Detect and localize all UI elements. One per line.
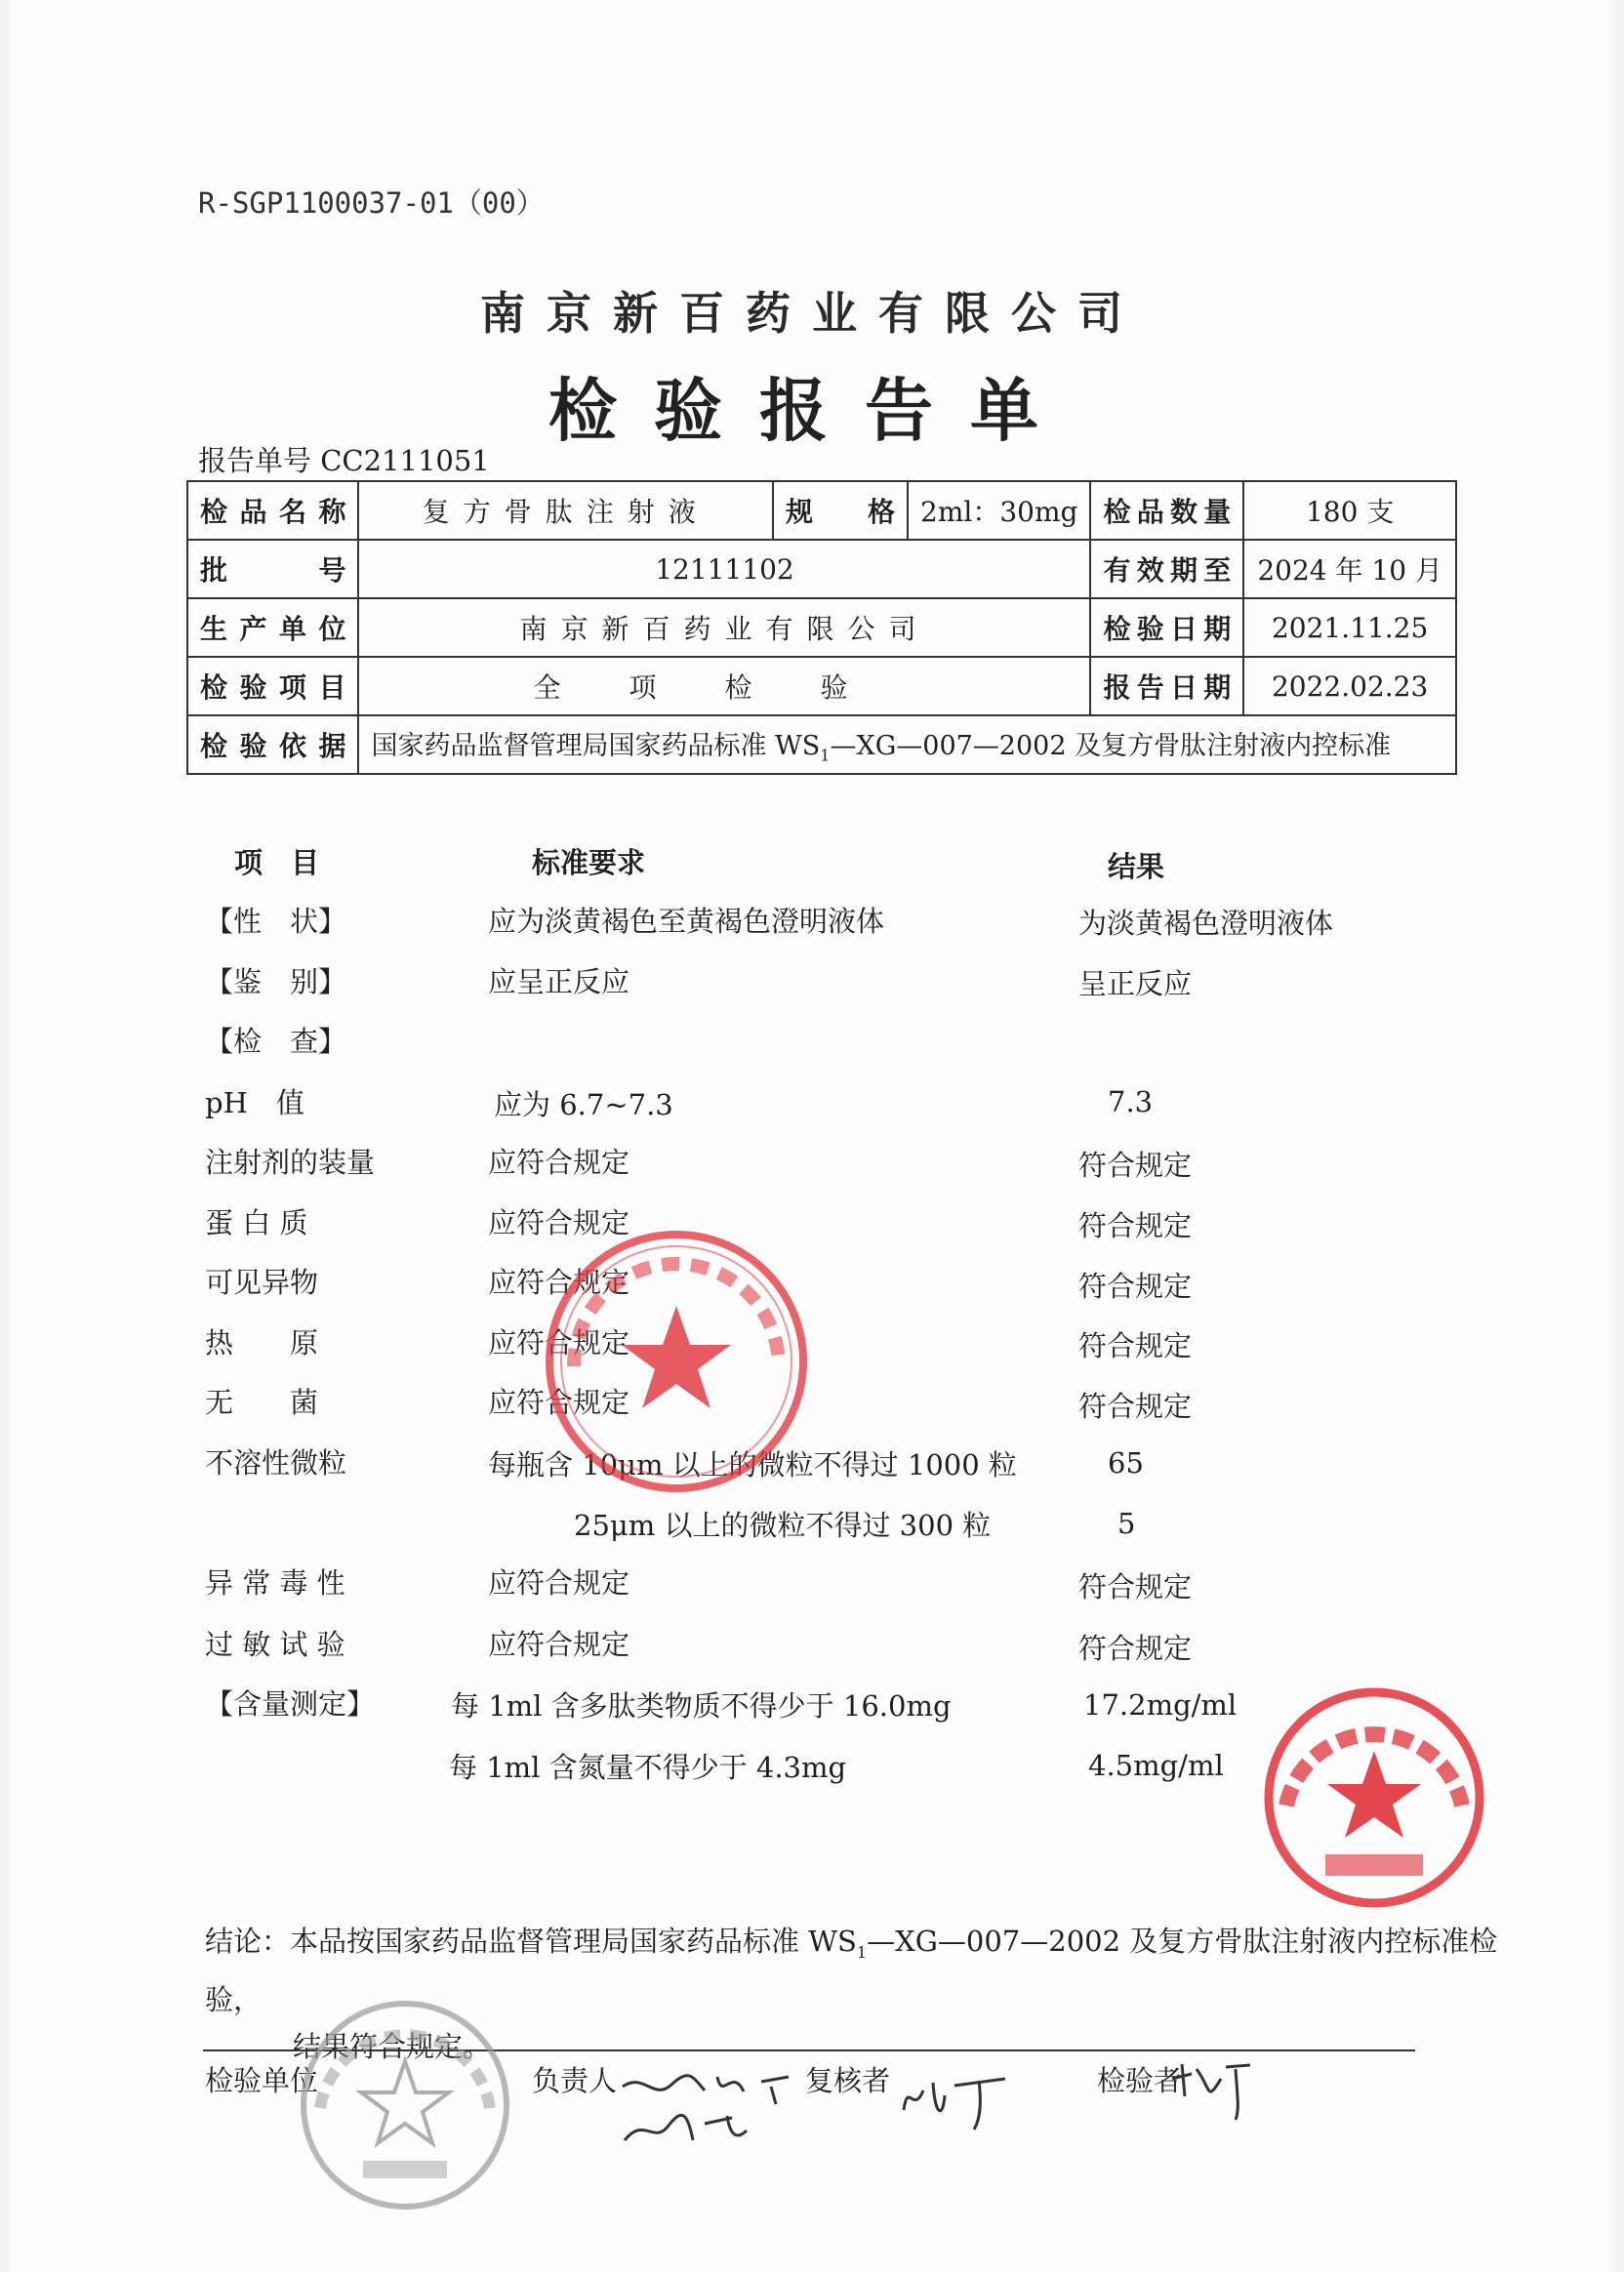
row-result: 17.2mg/ml bbox=[1083, 1688, 1238, 1722]
row-standard: 应符合规定 bbox=[488, 1326, 630, 1359]
center-seal-stamp bbox=[535, 1220, 818, 1503]
test-item-value: 全项检验 bbox=[358, 657, 1090, 715]
report-title: 检验报告单 bbox=[548, 370, 1076, 451]
row-standard: 25μm 以上的微粒不得过 300 粒 bbox=[574, 1509, 992, 1542]
row-standard: 应符合规定 bbox=[488, 1146, 630, 1179]
test-date-value: 2021.11.25 bbox=[1243, 598, 1456, 657]
row-item: pH 值 bbox=[205, 1086, 304, 1119]
report-date-label: 报告日期 bbox=[1090, 657, 1243, 715]
row-standard: 应为淡黄褐色至黄褐色澄明液体 bbox=[488, 905, 885, 938]
row-standard: 应符合规定 bbox=[488, 1266, 630, 1299]
right-seal-stamp bbox=[1257, 1681, 1491, 1915]
row-standard: 应符合规定 bbox=[488, 1628, 630, 1661]
test-date-label: 检验日期 bbox=[1090, 598, 1243, 657]
inspector-label: 检验者 bbox=[1097, 2064, 1183, 2097]
batch-label: 批号 bbox=[187, 540, 358, 598]
row-standard: 应为 6.7~7.3 bbox=[494, 1088, 673, 1121]
row-standard: 应呈正反应 bbox=[488, 965, 630, 998]
row-item: 不溶性微粒 bbox=[205, 1446, 347, 1480]
row-standard: 每 1ml 含氮量不得少于 4.3mg bbox=[449, 1751, 847, 1784]
row-standard: 每瓶含 10μm 以上的微粒不得过 1000 粒 bbox=[488, 1448, 1017, 1481]
row-result: 5 bbox=[1117, 1507, 1136, 1540]
report-date-value: 2022.02.23 bbox=[1243, 657, 1456, 715]
header-standard: 标准要求 bbox=[532, 846, 646, 879]
head-label: 负责人 bbox=[532, 2064, 618, 2097]
row-item: 【含量测定】 bbox=[205, 1687, 376, 1721]
row-item: 蛋 白 质 bbox=[205, 1206, 308, 1239]
row-result: 符合规定 bbox=[1078, 1329, 1193, 1362]
header-result: 结果 bbox=[1108, 850, 1165, 883]
row-item: 【鉴 别】 bbox=[205, 965, 347, 998]
expiry-label: 有效期至 bbox=[1090, 540, 1243, 598]
product-name-label: 检品名称 bbox=[187, 481, 358, 540]
row-standard: 应符合规定 bbox=[488, 1566, 630, 1600]
batch-value: 12111102 bbox=[358, 540, 1090, 598]
row-result: 符合规定 bbox=[1078, 1270, 1193, 1303]
row-item: 热 原 bbox=[205, 1326, 319, 1359]
row-standard: 应符合规定 bbox=[488, 1206, 630, 1239]
header-item: 项 目 bbox=[234, 846, 320, 879]
inspector-signature bbox=[1167, 2049, 1255, 2128]
row-item: 注射剂的装量 bbox=[205, 1146, 376, 1179]
row-result: 65 bbox=[1108, 1446, 1144, 1480]
manufacturer-value: 南京新百药业有限公司 bbox=[358, 598, 1090, 657]
company-name: 南京新百药业有限公司 bbox=[480, 287, 1144, 340]
conclusion-text: 结论：本品按国家药品监督管理局国家药品标准 $WS_1—XG—007—2002$ 及复方骨肽注射液内控标准检验， 结果符合规定。 bbox=[205, 1925, 1498, 2063]
info-row bbox=[187, 715, 1456, 774]
unit-label: 检验单位 bbox=[205, 2064, 319, 2097]
info-row bbox=[187, 481, 1456, 540]
document-code: R-SGP1100037-01（00） bbox=[198, 186, 545, 220]
info-table bbox=[186, 480, 1457, 775]
row-item: 【性 状】 bbox=[205, 905, 347, 938]
row-item: 可见异物 bbox=[205, 1266, 319, 1299]
row-item: 异 常 毒 性 bbox=[205, 1566, 345, 1600]
row-standard: 每 1ml 含多肽类物质不得少于 16.0mg bbox=[451, 1689, 952, 1723]
quantity-value: 180 支 bbox=[1243, 481, 1456, 540]
quantity-label: 检品数量 bbox=[1090, 481, 1243, 540]
report-number: 报告单号 CC2111051 bbox=[198, 444, 490, 477]
row-result: 符合规定 bbox=[1078, 1149, 1193, 1182]
basis-label: 检验依据 bbox=[187, 715, 358, 774]
row-result: 为淡黄褐色澄明液体 bbox=[1078, 907, 1334, 940]
manufacturer-label: 生产单位 bbox=[187, 598, 358, 657]
row-standard: 应符合规定 bbox=[488, 1386, 630, 1419]
info-row bbox=[187, 598, 1456, 657]
info-row bbox=[187, 540, 1456, 598]
expiry-value: 2024 年 10 月 bbox=[1243, 540, 1456, 598]
product-name-value: 复方骨肽注射液 bbox=[358, 481, 773, 540]
spec-label: 规 格 bbox=[773, 481, 908, 540]
reviewer-signature bbox=[896, 2061, 1023, 2134]
head-signature bbox=[615, 2048, 810, 2155]
row-item: 过 敏 试 验 bbox=[205, 1628, 345, 1661]
info-row bbox=[187, 657, 1456, 715]
row-result: 符合规定 bbox=[1078, 1209, 1193, 1242]
reviewer-label: 复核者 bbox=[805, 2064, 891, 2097]
row-result: 呈正反应 bbox=[1078, 967, 1193, 1000]
row-result: 符合规定 bbox=[1078, 1570, 1193, 1603]
spec-value: 2ml：30mg bbox=[908, 481, 1090, 540]
basis-value: 国家药品监督管理局国家药品标准 $WS_1—XG—007—2002$ 及复方骨肽注射液内控标准 bbox=[358, 715, 1456, 774]
row-result: 符合规定 bbox=[1078, 1390, 1193, 1423]
row-item: 无 菌 bbox=[205, 1386, 319, 1419]
test-item-label: 检验项目 bbox=[187, 657, 358, 715]
row-item: 【检 查】 bbox=[205, 1025, 347, 1058]
row-result: 符合规定 bbox=[1078, 1632, 1193, 1665]
row-result: 7.3 bbox=[1108, 1085, 1154, 1118]
row-result: 4.5mg/ml bbox=[1088, 1749, 1224, 1782]
unit-seal-stamp bbox=[293, 1993, 517, 2217]
